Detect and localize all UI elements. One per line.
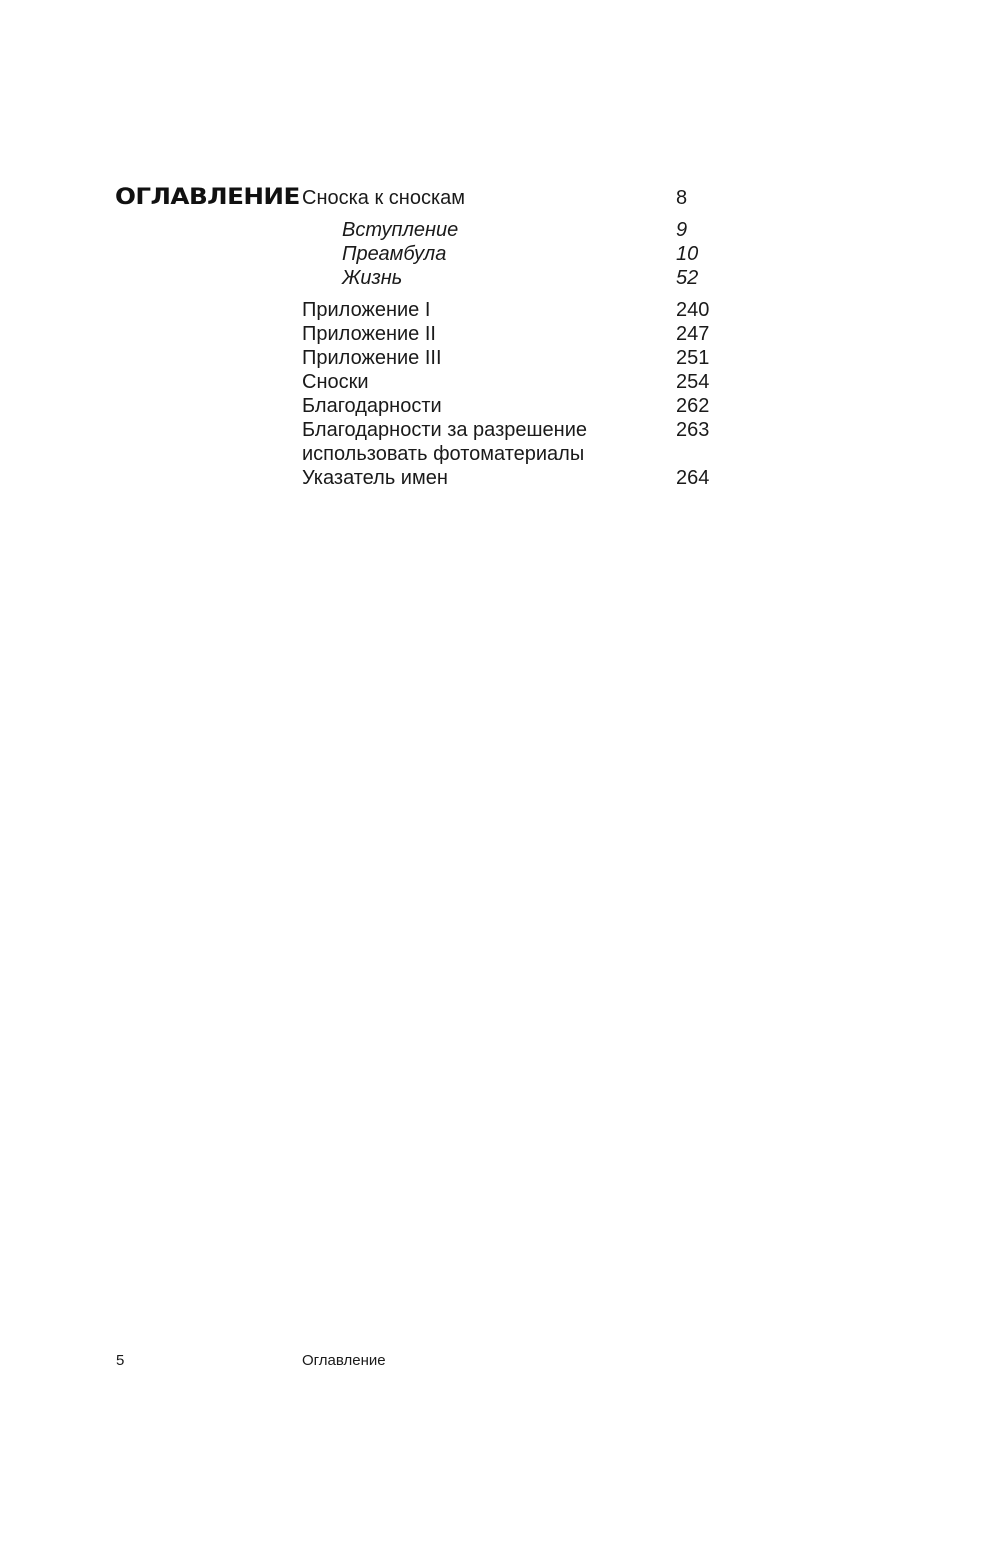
toc-entry-page: 9 xyxy=(676,219,688,241)
toc-entry[interactable] xyxy=(302,346,762,370)
toc-entry-page: 240 xyxy=(676,299,710,321)
toc-entry-page: 254 xyxy=(676,371,710,393)
toc-entry-title: Указатель имен xyxy=(302,467,448,489)
toc-entry[interactable] xyxy=(302,466,762,490)
toc-entry[interactable] xyxy=(302,370,762,394)
toc-entry-title: Благодарности xyxy=(302,395,442,417)
toc-entry-title: Жизнь xyxy=(342,267,403,289)
toc-entry-page: 52 xyxy=(676,267,699,289)
toc-entry-title: Вступление xyxy=(342,219,459,241)
footer-running-title: Оглавление xyxy=(302,1352,386,1369)
toc-entry[interactable] xyxy=(302,322,762,346)
toc-entry-title: Приложение III xyxy=(302,347,442,369)
toc-entry-page: 247 xyxy=(676,323,710,345)
page-title: ОГЛАВЛЕНИЕ xyxy=(115,185,300,210)
toc-entry-page: 10 xyxy=(676,243,699,265)
toc-subentry[interactable] xyxy=(302,266,762,290)
toc-entry-title: Сноска к сноскам xyxy=(302,187,466,209)
toc-entry-title: Благодарности за разрешение использовать фотоматериалы xyxy=(302,419,587,465)
footer-page-number: 5 xyxy=(116,1352,125,1369)
toc-entry-title: Преамбула xyxy=(342,243,447,265)
toc-entry-title: Приложение II xyxy=(302,323,436,345)
table-of-contents xyxy=(302,186,762,490)
toc-subentry[interactable] xyxy=(302,242,762,266)
toc-entry-page: 263 xyxy=(676,419,710,441)
toc-entry-title: Сноски xyxy=(302,371,369,393)
toc-entry[interactable] xyxy=(302,394,762,418)
toc-entry[interactable] xyxy=(302,418,762,466)
toc-entry-page: 262 xyxy=(676,395,710,417)
toc-subentry[interactable] xyxy=(302,218,762,242)
toc-entry-page: 8 xyxy=(676,187,688,209)
toc-entry[interactable] xyxy=(302,298,762,322)
toc-entry-page: 251 xyxy=(676,347,710,369)
toc-entry-title: Приложение I xyxy=(302,299,431,321)
toc-entry-page: 264 xyxy=(676,467,710,489)
toc-entry[interactable] xyxy=(302,186,762,210)
